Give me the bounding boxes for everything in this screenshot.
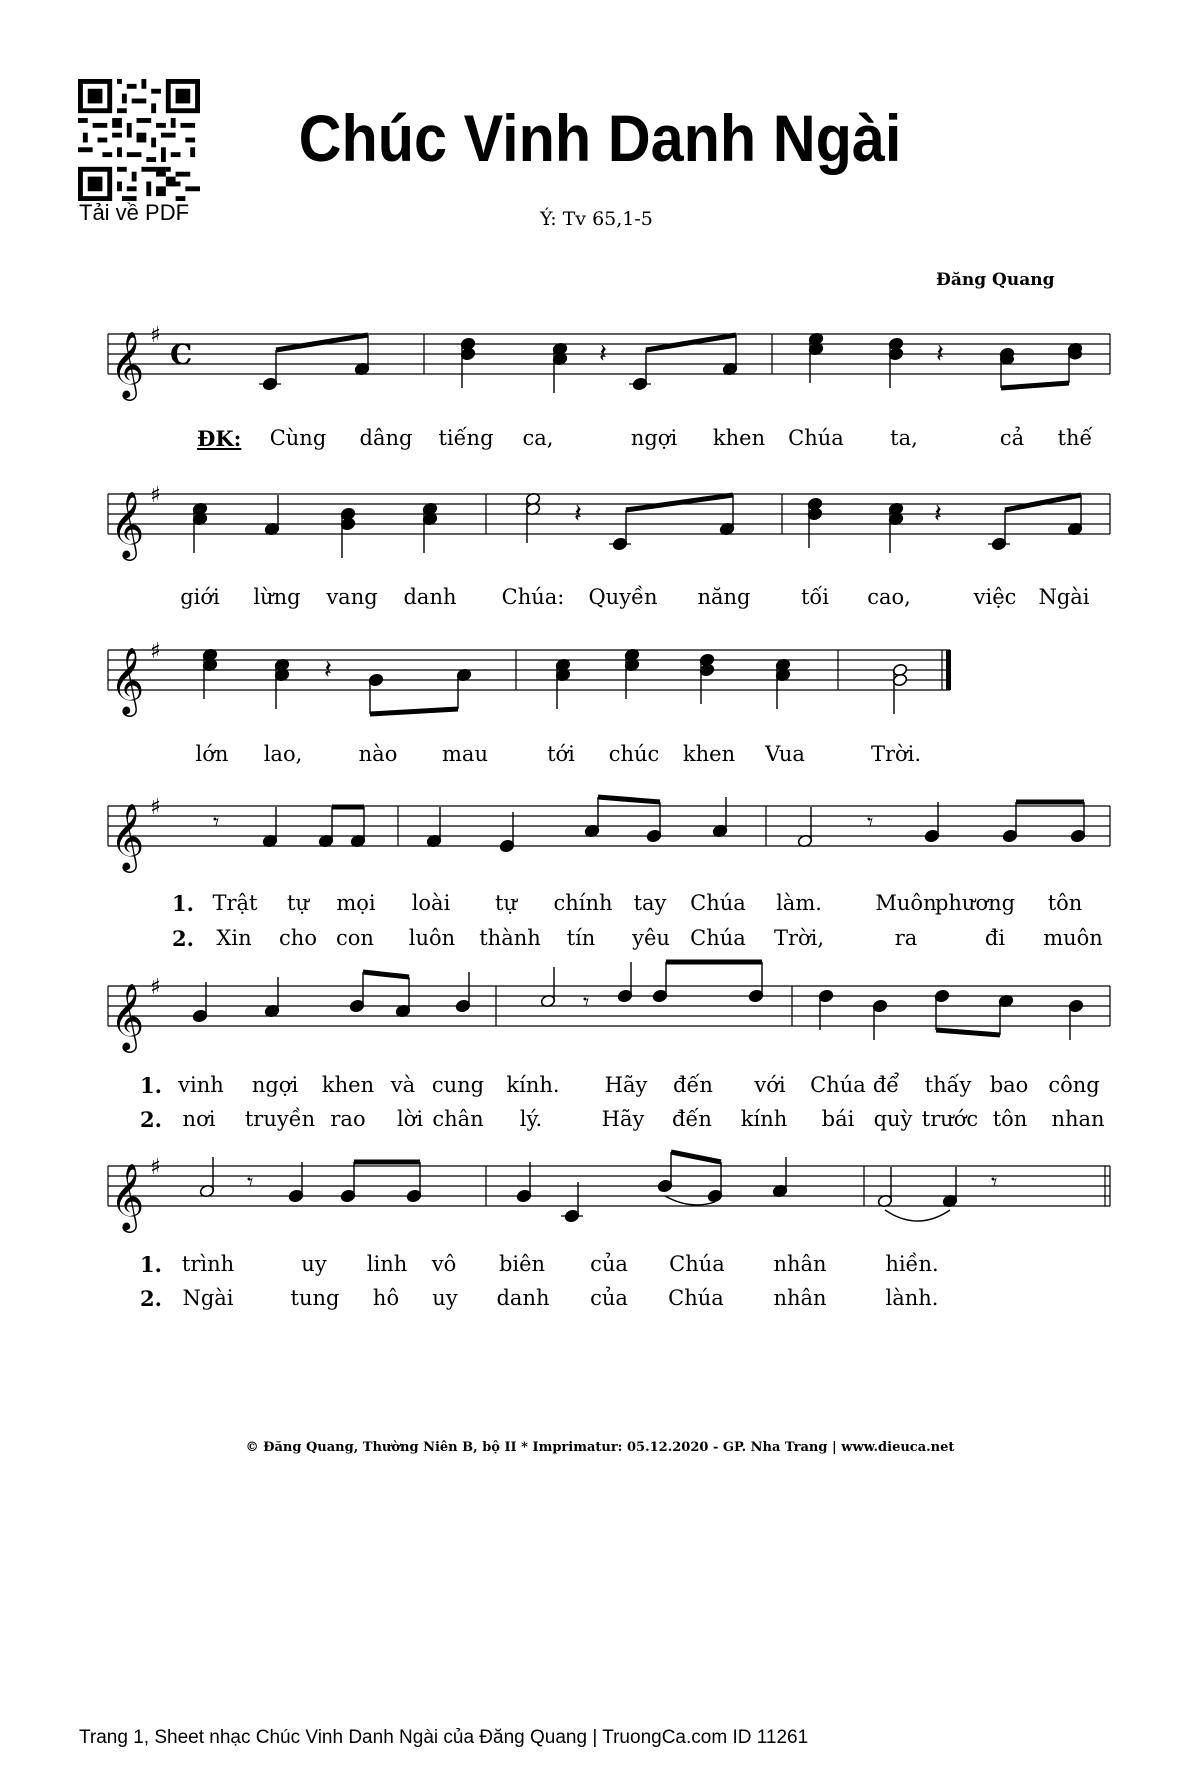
note	[609, 510, 631, 551]
lyric-syllable: Trời.	[870, 742, 922, 766]
lyric-syllable: vinh	[178, 1073, 224, 1097]
lyric-syllable: việc	[973, 585, 1017, 609]
verse-number: 1.	[140, 1252, 162, 1277]
lyric-syllable: dâng	[359, 426, 413, 450]
lyric-syllable: chính	[553, 891, 613, 915]
note	[259, 350, 281, 391]
verse-number: 2.	[140, 1286, 162, 1311]
chord	[274, 658, 290, 709]
lyric-syllable: quỳ	[873, 1107, 913, 1131]
note	[942, 1167, 958, 1208]
lyric-syllable: khen	[712, 426, 766, 450]
page-info: Trang 1, Sheet nhạc Chúc Vinh Danh Ngài của Đăng Quang | TruongCa.com ID 11261	[79, 1727, 809, 1748]
lyric-syllable: tới	[547, 742, 575, 766]
treble-clef-icon: 𝄞	[110, 802, 145, 870]
lyric-syllable: tôn	[992, 1107, 1028, 1131]
note	[629, 350, 651, 391]
lyric-syllable: bao	[989, 1073, 1029, 1097]
lyric-syllable: lý.	[519, 1107, 543, 1131]
lyric-syllable: phương	[934, 891, 1016, 915]
note	[1002, 802, 1018, 843]
note	[395, 977, 411, 1018]
lyric-syllable: Hãy	[601, 1107, 645, 1131]
treble-clef-icon: 𝄞	[110, 1162, 145, 1230]
note	[349, 972, 365, 1013]
note	[354, 335, 370, 376]
lyric-syllable: muôn	[1043, 926, 1103, 950]
chord	[552, 342, 568, 393]
staff-3	[108, 639, 951, 717]
note	[192, 982, 208, 1023]
lyric-syllable: công	[1048, 1073, 1100, 1097]
lyric-syllable: luôn	[408, 926, 456, 950]
note	[350, 807, 366, 848]
lyric-syllable: Chúa	[810, 1073, 866, 1097]
lyric-syllable: cả	[999, 426, 1025, 450]
note	[646, 802, 662, 843]
copyright-footer: © Đăng Quang, Thường Niên B, bộ II * Imprimatur: 05.12.2020 - GP. Nha Trang | www.dieuca.net	[245, 1440, 955, 1455]
note	[797, 807, 813, 848]
lyric-syllable: mau	[442, 742, 488, 766]
eighth-rest-icon: 𝄾	[991, 1168, 998, 1196]
chord	[624, 648, 640, 699]
lyric-syllable: Muôn	[875, 891, 937, 915]
lyric-syllable: của	[590, 1252, 628, 1276]
note	[719, 495, 735, 536]
verse-number: 2.	[172, 926, 194, 951]
chord	[775, 658, 791, 709]
note	[406, 1162, 422, 1203]
treble-clef-icon: 𝄞	[110, 330, 145, 398]
sharp-icon: ♯	[150, 1155, 161, 1180]
lyric-syllable: ra	[894, 926, 918, 950]
chord	[888, 337, 904, 388]
sharp-icon: ♯	[150, 795, 161, 820]
note	[998, 994, 1014, 1035]
chord	[807, 497, 823, 548]
lyric-syllable: tôn	[1047, 891, 1083, 915]
lyric-syllable: kính.	[506, 1073, 560, 1097]
note	[456, 668, 472, 709]
lyric-syllable: Vua	[765, 742, 805, 766]
note	[1068, 999, 1084, 1040]
lyric-syllable: nơi	[182, 1107, 216, 1131]
lyric-syllable: lớn	[195, 742, 229, 766]
quarter-rest-icon: 𝄽	[599, 339, 607, 369]
chord	[192, 502, 208, 553]
note	[368, 673, 384, 714]
lyric-syllable: Hãy	[604, 1073, 648, 1097]
lyric-syllable: trình	[181, 1252, 235, 1276]
note	[657, 1152, 673, 1193]
note	[426, 807, 442, 848]
lyric-syllable: yêu	[632, 926, 670, 950]
treble-clef-icon: 𝄞	[110, 982, 145, 1050]
lyric-syllable: bái	[821, 1107, 855, 1131]
lyric-syllable: danh	[496, 1286, 550, 1310]
note	[712, 797, 728, 838]
lyric-syllable: khen	[321, 1073, 375, 1097]
note	[264, 977, 280, 1018]
chord	[892, 663, 908, 714]
note	[561, 1182, 583, 1223]
note	[652, 962, 668, 1003]
note	[818, 989, 834, 1030]
lyric-syllable: cung	[431, 1073, 485, 1097]
lyric-syllable: Xin	[216, 926, 252, 950]
composer-name: Đăng Quang	[936, 270, 1055, 290]
lyric-syllable: nhân	[773, 1252, 827, 1276]
lyric-syllable: làm.	[776, 891, 822, 915]
lyric-syllable: Chúa	[668, 1286, 724, 1310]
lyric-syllable: để	[872, 1073, 900, 1097]
chord	[340, 507, 356, 558]
lyric-syllable: Trật	[212, 891, 258, 915]
lyric-syllable: truyền	[244, 1107, 316, 1131]
quarter-rest-icon: 𝄽	[934, 499, 942, 529]
note	[1070, 802, 1086, 843]
note	[264, 495, 280, 536]
lyric-syllable: lao,	[263, 742, 303, 766]
note	[199, 1157, 215, 1198]
lyric-syllable: tự	[495, 891, 517, 915]
lyric-syllable: của	[590, 1286, 628, 1310]
lyric-syllable: giới	[180, 585, 220, 609]
lyric-syllable: Chúa	[690, 891, 746, 915]
chord	[422, 502, 438, 553]
eighth-rest-icon: 𝄾	[247, 1168, 254, 1196]
note	[988, 510, 1010, 551]
lyric-syllable: kính	[740, 1107, 788, 1131]
lyric-syllable: danh	[403, 585, 457, 609]
lyric-syllable: nhân	[773, 1286, 827, 1310]
note	[540, 967, 556, 1008]
note	[1067, 495, 1083, 536]
refrain-label: ĐK:	[197, 426, 242, 451]
lyric-syllable: với	[754, 1073, 786, 1097]
lyric-syllable: rao	[330, 1107, 366, 1131]
common-time-icon: C	[170, 338, 193, 371]
note	[455, 972, 471, 1013]
lyric-syllable: tự	[287, 891, 309, 915]
lyric-syllable: Ngài	[1038, 585, 1090, 609]
sharp-icon: ♯	[150, 975, 161, 1000]
lyric-syllable: và	[390, 1073, 416, 1097]
staff-5	[108, 975, 1110, 1053]
lyric-syllable: vô	[431, 1252, 457, 1276]
lyric-syllable: Chúa	[788, 426, 844, 450]
eighth-rest-icon: 𝄾	[583, 988, 590, 1016]
lyric-syllable: uy	[301, 1252, 327, 1276]
lyric-syllable: tiếng	[438, 426, 494, 450]
eighth-rest-icon: 𝄾	[213, 808, 220, 836]
lyric-syllable: chân	[432, 1107, 484, 1131]
lyric-syllable: đến	[673, 1073, 713, 1097]
note	[748, 962, 764, 1003]
lyric-syllable: ngợi	[630, 426, 678, 450]
note	[262, 807, 278, 848]
lyric-syllable: thấy	[924, 1073, 972, 1097]
lyric-syllable: ca,	[522, 426, 554, 450]
lyric-syllable: khen	[682, 742, 736, 766]
quarter-rest-icon: 𝄽	[936, 339, 944, 369]
lyric-syllable: trước	[921, 1107, 979, 1131]
lyric-syllable: năng	[697, 585, 751, 609]
lyric-syllable: mọi	[336, 891, 376, 915]
lyric-syllable: uy	[432, 1286, 458, 1310]
note	[772, 1157, 788, 1198]
lyric-syllable: lời	[396, 1107, 424, 1131]
note	[318, 807, 334, 848]
lyric-syllable: tối	[800, 585, 830, 609]
lyric-syllable: đến	[672, 1107, 712, 1131]
lyric-syllable: tay	[633, 891, 667, 915]
lyric-syllable: Cùng	[269, 426, 327, 450]
lyric-syllable: linh	[366, 1252, 408, 1276]
note	[1067, 342, 1083, 383]
verse-number: 1.	[140, 1073, 162, 1098]
lyric-syllable: hô	[372, 1286, 400, 1310]
lyric-syllable: Chúa	[669, 1252, 725, 1276]
verse-number: 1.	[172, 891, 194, 916]
note	[872, 999, 888, 1040]
lyric-syllable: ngợi	[251, 1073, 299, 1097]
lyric-syllable: tín	[566, 926, 596, 950]
note	[516, 1162, 532, 1203]
note	[934, 989, 950, 1030]
chord	[525, 492, 541, 543]
eighth-rest-icon: 𝄾	[867, 808, 874, 836]
lyric-syllable: loài	[411, 891, 451, 915]
note	[617, 962, 633, 1003]
treble-clef-icon: 𝄞	[110, 646, 145, 714]
lyric-syllable: lành.	[885, 1286, 939, 1310]
song-title: Chúc Vinh Danh Ngài	[298, 101, 902, 175]
lyric-syllable: cao,	[867, 585, 911, 609]
note	[340, 1162, 356, 1203]
quarter-rest-icon: 𝄽	[574, 499, 582, 529]
sharp-icon: ♯	[150, 323, 161, 348]
note	[707, 1162, 723, 1203]
lyric-syllable: Trời,	[773, 926, 825, 950]
chord	[460, 337, 476, 388]
quarter-rest-icon: 𝄽	[324, 655, 332, 685]
lyric-syllable: lừng	[253, 585, 301, 609]
lyric-syllable: chúc	[608, 742, 660, 766]
lyric-syllable: cho	[279, 926, 317, 950]
scripture-reference: Ý: Tv 65,1-5	[540, 208, 653, 230]
lyric-syllable: thế	[1057, 426, 1093, 450]
staff-6	[108, 1155, 1110, 1233]
note	[499, 812, 515, 853]
note	[999, 347, 1015, 388]
lyric-syllable: nhan	[1051, 1107, 1105, 1131]
lyric-syllable: Quyền	[588, 585, 658, 609]
lyric-syllable: biên	[498, 1252, 546, 1276]
sharp-icon: ♯	[150, 639, 161, 664]
staff-2	[108, 483, 1110, 561]
staff-1	[108, 323, 1110, 401]
lyric-syllable: tung	[290, 1286, 340, 1310]
note	[288, 1162, 304, 1203]
staff-4	[108, 795, 1110, 873]
note	[924, 802, 940, 843]
chord	[888, 502, 904, 553]
chord	[699, 653, 715, 704]
lyric-syllable: con	[336, 926, 374, 950]
lyric-syllable: Chúa:	[501, 585, 565, 609]
verse-number: 2.	[140, 1107, 162, 1132]
lyric-syllable: hiền.	[885, 1252, 939, 1276]
lyric-syllable: vang	[326, 585, 378, 609]
sharp-icon: ♯	[150, 483, 161, 508]
lyric-syllable: đi	[984, 926, 1006, 950]
lyric-syllable: thành	[479, 926, 541, 950]
lyric-syllable: nào	[358, 742, 398, 766]
note	[722, 335, 738, 376]
chord	[808, 332, 824, 383]
lyric-syllable: Chúa	[690, 926, 746, 950]
note	[877, 1167, 893, 1208]
download-pdf-link[interactable]: Tải về PDF	[79, 200, 190, 225]
lyric-syllable: ta,	[890, 426, 918, 450]
treble-clef-icon: 𝄞	[110, 490, 145, 558]
lyric-syllable: Ngài	[182, 1286, 234, 1310]
chord	[202, 648, 218, 699]
chord	[555, 658, 571, 709]
note	[584, 797, 600, 838]
